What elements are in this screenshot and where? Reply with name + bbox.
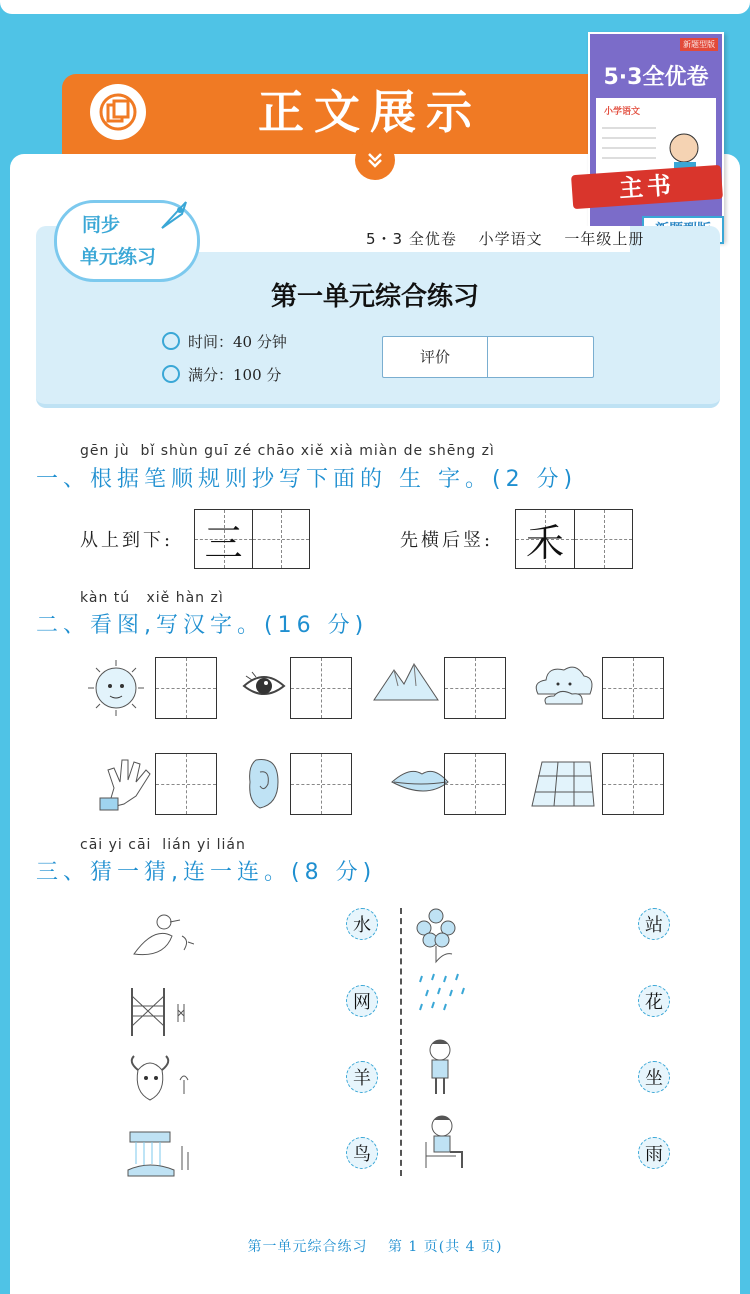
q1-label-b: 先横后竖:	[400, 530, 494, 551]
grid-cell	[195, 510, 253, 568]
evaluation-blank[interactable]	[488, 337, 593, 377]
q2-grid-8[interactable]	[602, 753, 664, 815]
score-text: 满分：100 分	[188, 366, 282, 384]
q3-right-char-3[interactable]: 坐	[638, 1061, 670, 1093]
q3-pinyin: cāi yi cāi lián yi lián	[80, 837, 246, 853]
q2-grid-3[interactable]	[444, 657, 506, 719]
chevron-down-icon	[355, 140, 395, 180]
sheep-image	[124, 1050, 194, 1110]
q1-title: 一、根据笔顺规则抄写下面的 生 字。(2 分)	[36, 467, 578, 492]
q3-right-char-4[interactable]: 雨	[638, 1137, 670, 1169]
q1-char-b: 禾	[525, 520, 564, 565]
grid-cell[interactable]	[291, 658, 351, 718]
top-strip	[0, 0, 750, 14]
q3-right-char-1[interactable]: 站	[638, 908, 670, 940]
q2-grid-4[interactable]	[602, 657, 664, 719]
q2-grid-6[interactable]	[290, 753, 352, 815]
sitting-boy-image	[412, 1112, 482, 1172]
grid-cell[interactable]	[603, 754, 663, 814]
q3-title: 三、猜一猜,连一连。(8 分)	[36, 860, 377, 885]
q1-grid-b	[515, 509, 633, 569]
q1-char-a: 三	[204, 520, 243, 565]
sun-image	[80, 656, 150, 716]
q2-grid-2[interactable]	[290, 657, 352, 719]
book-brand: 5·3全优卷	[603, 65, 709, 90]
grid-cell[interactable]	[603, 658, 663, 718]
column-divider	[400, 908, 402, 1176]
score-info	[162, 364, 281, 385]
q2-title: 二、看图,写汉字。(16 分)	[36, 613, 369, 638]
header-meta: 5・3 全优卷 小学语文 一年级上册	[366, 230, 645, 248]
q3-left-char-4[interactable]: 鸟	[346, 1137, 378, 1169]
time-info	[162, 331, 287, 352]
q2-grid-7[interactable]	[444, 753, 506, 815]
bird-image	[124, 906, 194, 966]
q1-pinyin: gēn jù bǐ shùn guī zé chāo xiě xià miàn de shēng zì	[80, 443, 495, 459]
rain-image	[412, 966, 482, 1026]
flower-image	[412, 906, 482, 966]
badge-line2: 单元练习	[80, 246, 157, 268]
q3-left-char-3[interactable]: 羊	[346, 1061, 378, 1093]
mountain-image	[372, 656, 442, 716]
grid-cell[interactable]	[156, 754, 216, 814]
q3-left-char-2[interactable]: 网	[346, 985, 378, 1017]
clock-icon	[162, 332, 180, 350]
banner-title: 正文展示	[258, 85, 482, 139]
evaluation-box	[382, 336, 594, 378]
grid-cell[interactable]	[291, 754, 351, 814]
q1-grid-a	[194, 509, 310, 569]
q1-label-a: 从上到下:	[80, 530, 174, 551]
field-image	[528, 752, 598, 812]
waterfall-image	[124, 1124, 194, 1184]
book-cover	[588, 32, 724, 242]
book-subject: 小学语文	[604, 107, 641, 117]
net-image	[124, 982, 194, 1042]
q3-right-char-2[interactable]: 花	[638, 985, 670, 1017]
grid-cell[interactable]	[253, 510, 309, 568]
page-footer: 第一单元综合练习 第 1 页(共 4 页)	[247, 1239, 503, 1255]
grid-cell	[516, 510, 575, 568]
check-icon	[162, 365, 180, 383]
book-tag: 新题型版	[680, 38, 718, 51]
book-ribbon: 主书	[571, 165, 723, 209]
time-text: 时间：40 分钟	[188, 333, 287, 351]
evaluation-label: 评价	[383, 337, 488, 377]
badge-line1: 同步	[82, 214, 121, 236]
q3-left-char-1[interactable]: 水	[346, 908, 378, 940]
copy-icon	[90, 84, 146, 140]
cloud-image	[528, 656, 598, 716]
standing-boy-image	[412, 1036, 482, 1096]
grid-cell[interactable]	[575, 510, 632, 568]
q2-grid-5[interactable]	[155, 753, 217, 815]
grid-cell[interactable]	[445, 754, 505, 814]
grid-cell[interactable]	[156, 658, 216, 718]
grid-cell[interactable]	[445, 658, 505, 718]
hand-image	[94, 752, 164, 812]
rocket-icon	[152, 194, 196, 238]
doc-title: 第一单元综合练习	[270, 282, 479, 312]
q2-pinyin: kàn tú xiě hàn zì	[80, 590, 224, 606]
q2-grid-1[interactable]	[155, 657, 217, 719]
